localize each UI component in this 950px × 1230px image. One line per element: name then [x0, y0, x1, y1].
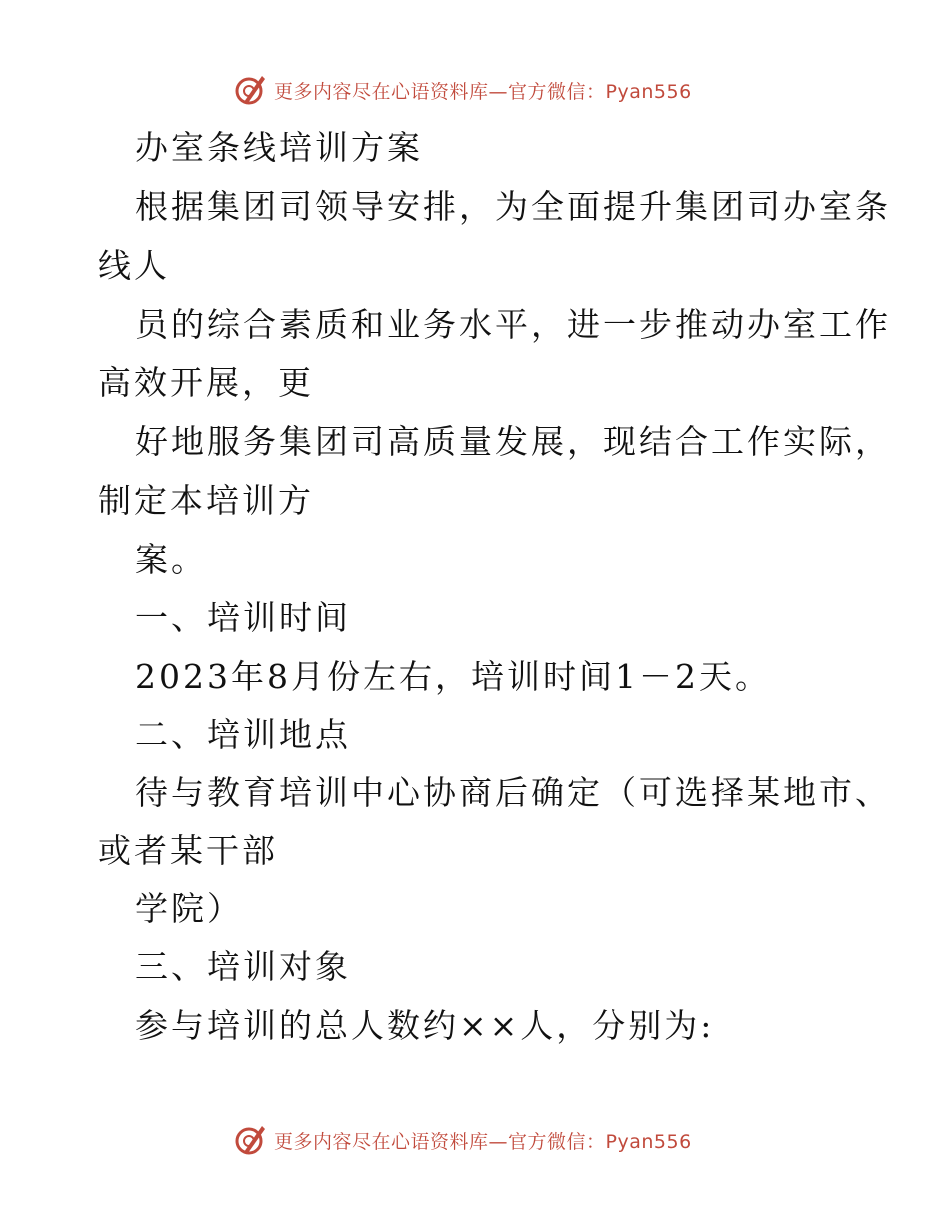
- paragraph-line: 参与培训的总人数约××人，分别为:: [135, 1006, 715, 1045]
- watermark-text: 更多内容尽在心语资料库—官方微信：Pyan556: [274, 80, 692, 103]
- paragraph-line: 员的综合素质和业务水平，进一步推动办室工作: [135, 305, 891, 344]
- pen-logo-icon: [232, 1122, 268, 1158]
- document-title: 办室条线培训方案: [135, 128, 423, 167]
- paragraph-line: 制定本培训方: [98, 481, 314, 520]
- paragraph-line: 根据集团司领导安排，为全面提升集团司办室条: [135, 187, 891, 226]
- paragraph-line: 案。: [135, 540, 207, 579]
- watermark-text: 更多内容尽在心语资料库—官方微信：Pyan556: [274, 1130, 692, 1153]
- paragraph-line: 待与教育培训中心协商后确定（可选择某地市、: [135, 773, 891, 812]
- paragraph-line: 高效开展，更: [98, 363, 314, 402]
- footer-watermark: [232, 1120, 712, 1160]
- section-heading: 三、培训对象: [135, 947, 351, 986]
- paragraph-line: 线人: [98, 246, 170, 285]
- pen-logo-icon: [232, 72, 268, 108]
- header-watermark: [232, 70, 712, 110]
- paragraph-line: 好地服务集团司高质量发展，现结合工作实际，: [135, 422, 891, 461]
- paragraph-line: 2023年8月份左右，培训时间1－2天。: [135, 657, 771, 696]
- section-heading: 二、培训地点: [135, 715, 351, 754]
- section-heading: 一、培训时间: [135, 598, 351, 637]
- paragraph-line: 学院）: [135, 889, 243, 928]
- paragraph-line: 或者某干部: [98, 831, 278, 870]
